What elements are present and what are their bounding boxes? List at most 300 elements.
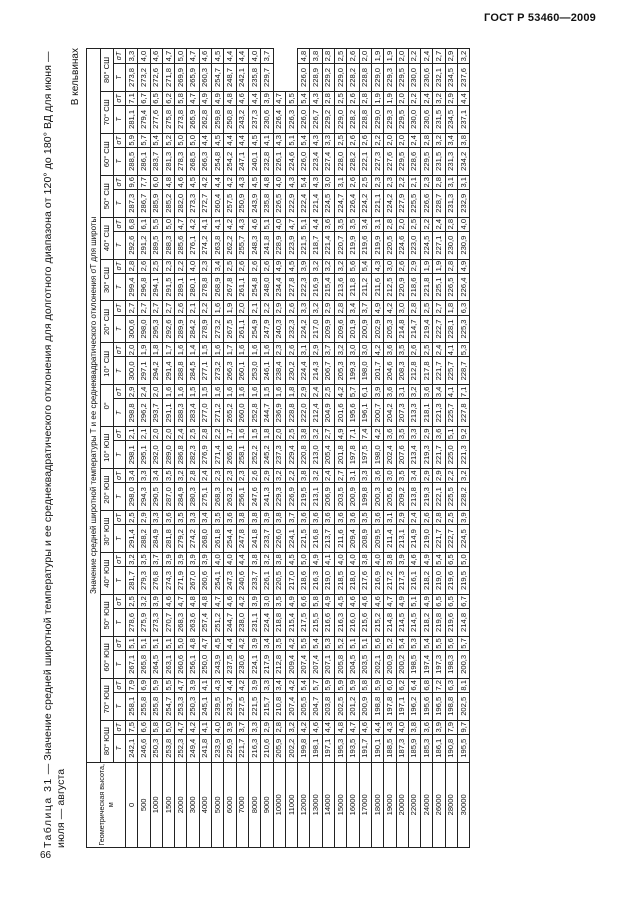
altitude-cell: 22000 [408, 762, 420, 847]
sigma-cell: 2,9 [408, 259, 420, 273]
temperature-cell: 265,9 [187, 64, 199, 92]
sub-header-t: T [114, 609, 126, 637]
temperature-cell: 221,7 [433, 357, 445, 385]
table-row [298, 49, 310, 848]
temperature-cell: 292,0 [150, 441, 162, 469]
sigma-cell: 5,4 [298, 133, 310, 147]
temperature-cell: 228,6 [408, 147, 420, 175]
sub-header-t: T [114, 315, 126, 343]
sigma-cell: 5,3 [322, 636, 334, 650]
temperature-cell: 267,1 [126, 650, 138, 678]
sub-header-sigma: σT [114, 594, 126, 608]
temperature-cell: 224,2 [298, 315, 310, 343]
temperature-cell: 233,7 [261, 525, 273, 553]
temperature-cell: 265,8 [138, 650, 150, 678]
temperature-cell: 209,9 [322, 315, 334, 343]
temperature-cell: 229,2 [322, 105, 334, 133]
units-note: В кельвинах [70, 48, 81, 106]
temperature-cell: 207,4 [298, 650, 310, 678]
sigma-cell: 4,0 [187, 259, 199, 273]
sigma-cell: 4,7 [384, 594, 396, 608]
temperature-cell: 294,2 [150, 357, 162, 385]
temperature-cell: 218,0 [347, 567, 359, 595]
temperature-cell: 199,3 [347, 357, 359, 385]
temperature-cell: 282,3 [187, 441, 199, 469]
sigma-cell: 4,4 [236, 49, 248, 64]
temperature-cell: 280,1 [187, 273, 199, 301]
temperature-cell: 291,2 [138, 231, 150, 259]
temperature-cell: 209,4 [347, 525, 359, 553]
sigma-cell: 4,6 [359, 720, 371, 734]
table-row [310, 49, 322, 848]
temperature-cell: 227,9 [396, 189, 408, 217]
temperature-cell: 224,5 [322, 189, 334, 217]
temperature-cell: 228,2 [347, 64, 359, 92]
sigma-cell: 4,0 [138, 49, 150, 64]
sigma-cell: 5,1 [162, 636, 174, 650]
sigma-cell: 4,4 [458, 91, 470, 105]
sigma-cell: 4,7 [199, 636, 211, 650]
temperature-cell: 227,1 [433, 231, 445, 259]
sigma-cell: 4,3 [273, 133, 285, 147]
temperature-cell: 222,3 [298, 273, 310, 301]
sigma-cell: 3,5 [396, 469, 408, 483]
sigma-cell: 2,2 [421, 217, 433, 231]
temperature-cell: 186,1 [433, 734, 445, 762]
sigma-cell: 5,0 [162, 217, 174, 231]
sigma-cell: 1,6 [236, 427, 248, 441]
latitude-zones-row [101, 49, 114, 848]
sigma-cell: 2,9 [261, 469, 273, 483]
sigma-cell: 3,9 [162, 553, 174, 567]
temperature-cell: 187,3 [396, 734, 408, 762]
sigma-cell: 2,2 [396, 175, 408, 189]
sigma-cell: 3,9 [433, 720, 445, 734]
sigma-cell: 5,1 [126, 636, 138, 650]
temperature-cell: 237,3 [248, 105, 260, 133]
temperature-cell: 218,2 [421, 609, 433, 637]
sigma-cell: 4,7 [175, 678, 187, 692]
sigma-cell: 1,5 [199, 343, 211, 357]
temperature-cell: 300,0 [126, 357, 138, 385]
temperature-cell: 291,1 [162, 399, 174, 427]
temperature-cell: 222,9 [285, 189, 297, 217]
sigma-cell: 4,8 [224, 91, 236, 105]
temperature-cell: 205,3 [384, 315, 396, 343]
temperature-cell: 218,5 [335, 567, 347, 595]
temperature-cell: 288,3 [162, 231, 174, 259]
temperature-cell: 224,4 [298, 357, 310, 385]
temperature-cell: 228,0 [335, 147, 347, 175]
table-row [248, 49, 260, 848]
sigma-cell: 2,5 [187, 427, 199, 441]
sigma-cell: 2,0 [396, 49, 408, 64]
sigma-cell: 2,8 [433, 175, 445, 189]
sigma-cell: 3,4 [347, 301, 359, 315]
temperature-cell: 252,8 [248, 399, 260, 427]
zone-header: 70° ЮШ [101, 678, 114, 720]
sigma-cell: 1,6 [273, 385, 285, 399]
sigma-cell: 3,2 [433, 91, 445, 105]
temperature-cell: 204,7 [310, 692, 322, 720]
temperature-cell: 221,5 [248, 692, 260, 720]
temperature-cell: 217,8 [421, 357, 433, 385]
sigma-cell: 2,2 [175, 259, 187, 273]
sigma-cell: 2,2 [445, 469, 457, 483]
temperature-cell: 218,6 [408, 273, 420, 301]
sigma-cell: 2,1 [138, 427, 150, 441]
sigma-cell: 4,5 [285, 259, 297, 273]
standard-header: ГОСТ Р 53460—2009 [484, 12, 596, 24]
temperature-cell: 222,4 [298, 189, 310, 217]
temperature-cell: 283,4 [187, 399, 199, 427]
zone-header: 50° ЮШ [101, 594, 114, 636]
temperature-cell: 225,5 [408, 189, 420, 217]
sigma-cell: 2,2 [408, 49, 420, 64]
sigma-cell: 3,3 [359, 469, 371, 483]
sigma-cell: 2,0 [236, 301, 248, 315]
sigma-cell: 9,7 [458, 720, 470, 734]
temperature-cell: 240,1 [248, 147, 260, 175]
temperature-cell: 226,0 [273, 525, 285, 553]
sigma-cell: 2,8 [126, 259, 138, 273]
temperature-cell: 267,5 [224, 315, 236, 343]
temperature-cell: 221,5 [298, 525, 310, 553]
temperature-cell: 226,9 [285, 483, 297, 511]
altitude-cell: 17000 [359, 762, 371, 847]
sigma-cell: 2,8 [322, 91, 334, 105]
temperature-cell: 250,3 [150, 734, 162, 762]
sigma-cell: 4,8 [187, 594, 199, 608]
sigma-cell: 3,0 [359, 343, 371, 357]
table-row [335, 49, 347, 848]
sigma-cell: 3,2 [322, 259, 334, 273]
zone-header: 30° СШ [101, 259, 114, 301]
temperature-cell: 241,3 [261, 483, 273, 511]
sigma-cell: 5,0 [175, 49, 187, 64]
temperature-cell: 268,3 [175, 609, 187, 637]
altitude-header: Геометрическая высота, м [87, 762, 126, 847]
temperature-cell: 247,6 [248, 483, 260, 511]
temperature-cell: 277,1 [199, 357, 211, 385]
sigma-cell: 3,3 [187, 511, 199, 525]
sigma-cell: 2,9 [322, 301, 334, 315]
sigma-cell: 4,5 [248, 133, 260, 147]
temperature-cell: 229,3 [273, 483, 285, 511]
temperature-cell: 230,2 [285, 357, 297, 385]
temperature-cell: 198,8 [371, 692, 383, 720]
temperature-cell: 218,2 [421, 567, 433, 595]
temperature-cell: 228,8 [359, 64, 371, 92]
temperature-cell: 191,7 [359, 734, 371, 762]
sigma-cell: 1,6 [175, 385, 187, 399]
altitude-cell: 10000 [273, 762, 285, 847]
sigma-cell: 6,0 [384, 678, 396, 692]
sigma-cell: 2,2 [261, 301, 273, 315]
temperature-cell: 215,6 [359, 609, 371, 637]
sigma-cell: 5,4 [298, 175, 310, 189]
sigma-cell: 4,7 [273, 91, 285, 105]
sigma-cell: 3,9 [396, 553, 408, 567]
sigma-cell: 7,2 [433, 678, 445, 692]
temperature-cell: 214,7 [408, 315, 420, 343]
sigma-cell: 5,0 [458, 553, 470, 567]
sigma-cell: 3,2 [310, 301, 322, 315]
sigma-cell: 3,6 [371, 469, 383, 483]
sigma-cell: 1,7 [224, 343, 236, 357]
sigma-cell: 2,1 [187, 301, 199, 315]
sigma-cell: 3,7 [359, 301, 371, 315]
temperature-cell: 265,2 [224, 399, 236, 427]
sigma-cell: 2,6 [408, 343, 420, 357]
temperature-cell: 230,6 [421, 105, 433, 133]
sigma-cell: 2,3 [224, 469, 236, 483]
temperature-cell: 221,7 [433, 525, 445, 553]
sigma-cell: 2,8 [445, 217, 457, 231]
sigma-cell: 1,8 [445, 301, 457, 315]
temperature-cell: 240,3 [273, 315, 285, 343]
sigma-cell: 5,5 [298, 636, 310, 650]
temperature-cell: 256,1 [236, 483, 248, 511]
temperature-cell: 283,7 [150, 147, 162, 175]
temperature-cell: 241,8 [261, 231, 273, 259]
temperature-cell: 210,8 [273, 692, 285, 720]
temperature-cell: 262,2 [224, 231, 236, 259]
temperature-cell: 216,3 [248, 734, 260, 762]
temperature-cell: 213,3 [408, 399, 420, 427]
temperature-cell: 229,0 [335, 64, 347, 92]
table-row [162, 49, 174, 848]
temperature-cell: 221,7 [433, 441, 445, 469]
sigma-cell: 1,5 [199, 385, 211, 399]
sigma-cell: 4,2 [335, 385, 347, 399]
sigma-cell: 4,9 [199, 91, 211, 105]
temperature-cell: 222,1 [433, 483, 445, 511]
sigma-cell: 3,7 [261, 49, 273, 64]
sigma-cell: 2,6 [421, 511, 433, 525]
temperature-cell: 247,1 [236, 147, 248, 175]
sub-header-t: T [114, 483, 126, 511]
sigma-cell: 6,8 [421, 678, 433, 692]
table-row [261, 49, 273, 848]
table-row [150, 49, 162, 848]
sigma-cell: 4,9 [396, 594, 408, 608]
temperature-cell: 221,8 [421, 273, 433, 301]
altitude-cell: 1500 [162, 762, 174, 847]
sigma-cell: 2,7 [126, 301, 138, 315]
temperature-cell: 224,7 [335, 189, 347, 217]
sigma-cell: 4,6 [175, 175, 187, 189]
sigma-cell: 1,7 [224, 427, 236, 441]
sigma-cell: 5,8 [310, 594, 322, 608]
sigma-cell: 4,0 [347, 553, 359, 567]
sigma-cell: 3,2 [310, 259, 322, 273]
sigma-cell: 2,1 [408, 175, 420, 189]
altitude-cell: 6000 [224, 762, 236, 847]
sub-header-sigma: σT [114, 259, 126, 273]
sigma-cell: 3,8 [248, 553, 260, 567]
temperature-cell: 241,8 [248, 525, 260, 553]
sigma-cell: 3,9 [248, 636, 260, 650]
temperature-cell: 268,9 [212, 273, 224, 301]
sigma-cell: 5,2 [335, 636, 347, 650]
sigma-cell: 5,4 [396, 636, 408, 650]
sigma-cell: 5,7 [458, 636, 470, 650]
temperature-cell: 200,3 [458, 650, 470, 678]
sigma-cell: 4,7 [347, 720, 359, 734]
sigma-cell: 3,9 [199, 553, 211, 567]
altitude-cell: 9000 [261, 762, 273, 847]
sigma-cell: 2,8 [335, 301, 347, 315]
sigma-cell: 1,9 [371, 91, 383, 105]
sigma-cell: 1,8 [150, 343, 162, 357]
temperature-cell: 233,7 [224, 692, 236, 720]
sigma-cell: 2,2 [408, 91, 420, 105]
temperature-cell: 248,7 [224, 64, 236, 92]
temperature-cell: 204,5 [347, 650, 359, 678]
sigma-cell: 2,5 [421, 343, 433, 357]
sigma-cell: 2,0 [396, 133, 408, 147]
temperature-cell: 234,5 [445, 64, 457, 92]
temperature-cell: 198,0 [371, 441, 383, 469]
temperature-cell: 232,9 [458, 189, 470, 217]
sigma-cell: 4,5 [212, 49, 224, 64]
temperature-cell: 260,3 [199, 64, 211, 92]
sigma-cell: 6,9 [138, 678, 150, 692]
sigma-cell: 5,7 [138, 133, 150, 147]
temperature-cell: 215,5 [310, 609, 322, 637]
sigma-cell: 5,0 [187, 133, 199, 147]
sigma-cell: 3,0 [322, 175, 334, 189]
sigma-cell: 4,2 [187, 217, 199, 231]
temperature-cell: 239,5 [212, 692, 224, 720]
sub-header-sigma: σT [114, 49, 126, 64]
sigma-cell: 3,5 [138, 553, 150, 567]
sigma-cell: 2,6 [347, 175, 359, 189]
sigma-cell: 3,2 [138, 594, 150, 608]
sigma-cell: 4,3 [236, 217, 248, 231]
temperature-cell: 268,5 [187, 147, 199, 175]
sigma-cell: 1,9 [433, 259, 445, 273]
temperature-cell: 190,1 [371, 734, 383, 762]
temperature-cell: 255,8 [138, 692, 150, 720]
sigma-cell: 3,8 [458, 133, 470, 147]
sigma-cell: 4,9 [335, 427, 347, 441]
temperature-cell: 298,0 [126, 483, 138, 511]
sigma-cell: 3,3 [150, 511, 162, 525]
sub-header-t: T [114, 231, 126, 259]
table-caption [42, 48, 68, 848]
temperature-cell: 263,2 [224, 483, 236, 511]
sigma-cell: 3,2 [433, 133, 445, 147]
temperature-cell: 250,3 [187, 692, 199, 720]
sigma-cell: 3,3 [322, 133, 334, 147]
temperature-cell: 225,5 [445, 483, 457, 511]
sigma-cell: 4,6 [162, 594, 174, 608]
temperature-cell: 203,5 [359, 650, 371, 678]
temperature-cell: 237,5 [224, 650, 236, 678]
sigma-cell: 5,5 [433, 636, 445, 650]
temperature-cell: 273,8 [175, 105, 187, 133]
sigma-cell: 4,1 [212, 217, 224, 231]
sigma-cell: 2,9 [421, 469, 433, 483]
sigma-cell: 2,9 [396, 511, 408, 525]
sigma-cell: 2,3 [162, 259, 174, 273]
sigma-cell: 3,6 [162, 511, 174, 525]
temperature-cell: 243,9 [248, 189, 260, 217]
sigma-cell: 6,8 [126, 217, 138, 231]
sigma-cell: 4,7 [175, 594, 187, 608]
altitude-cell: 24000 [421, 762, 433, 847]
sigma-cell: 4,4 [224, 133, 236, 147]
sigma-cell: 3,6 [384, 343, 396, 357]
sigma-cell: 3,5 [162, 469, 174, 483]
temperature-cell: 219,0 [322, 567, 334, 595]
sigma-cell: 2,4 [421, 91, 433, 105]
sigma-cell: 2,4 [199, 469, 211, 483]
sigma-cell: 2,4 [408, 511, 420, 525]
sigma-cell: 3,8 [298, 427, 310, 441]
sigma-cell: 3,7 [150, 553, 162, 567]
sigma-cell: 4,1 [199, 217, 211, 231]
table-row [236, 49, 248, 848]
sigma-cell: 1,6 [248, 385, 260, 399]
sigma-cell: 3,6 [347, 511, 359, 525]
sigma-cell: 3,0 [384, 259, 396, 273]
sigma-cell: 4,4 [199, 133, 211, 147]
sigma-cell: 4,9 [212, 91, 224, 105]
sigma-cell: 3,1 [347, 469, 359, 483]
table-row [421, 49, 433, 848]
sigma-cell: 2,6 [261, 259, 273, 273]
sigma-cell: 3,6 [310, 511, 322, 525]
sigma-cell: 7,1 [126, 91, 138, 105]
temperature-cell: 273,2 [212, 315, 224, 343]
temperature-cell: 196,1 [359, 399, 371, 427]
sigma-cell: 2,5 [335, 91, 347, 105]
temperature-cell: 213,1 [310, 483, 322, 511]
sigma-cell: 3,8 [359, 553, 371, 567]
sigma-cell: 2,6 [175, 301, 187, 315]
temperature-cell: 201,9 [347, 315, 359, 343]
sigma-cell: 3,4 [261, 636, 273, 650]
temperature-cell: 217,3 [396, 567, 408, 595]
sigma-cell: 2,5 [445, 511, 457, 525]
sigma-cell: 3,2 [408, 385, 420, 399]
sigma-cell: 2,4 [175, 427, 187, 441]
sigma-cell: 3,3 [126, 49, 138, 64]
sub-header-t: T [114, 525, 126, 553]
temperature-cell: 285,2 [162, 189, 174, 217]
sigma-cell: 4,9 [285, 594, 297, 608]
sigma-cell: 6,0 [150, 175, 162, 189]
temperature-cell: 219,5 [458, 567, 470, 595]
temperature-cell: 230,6 [421, 64, 433, 92]
temperature-cell: 245,2 [261, 441, 273, 469]
temperature-cell: 195,3 [335, 734, 347, 762]
temperature-cell: 213,7 [322, 525, 334, 553]
temperature-cell: 281,8 [162, 525, 174, 553]
sigma-cell: 5,1 [359, 636, 371, 650]
temperature-cell: 223,0 [408, 231, 420, 259]
temperature-cell: 225,1 [433, 273, 445, 301]
sigma-cell: 4,4 [224, 636, 236, 650]
sigma-cell: 4,2 [236, 636, 248, 650]
sigma-cell: 2,6 [347, 133, 359, 147]
temperature-cell: 264,5 [150, 650, 162, 678]
table-row [445, 49, 457, 848]
zone-header: 70° СШ [101, 91, 114, 133]
